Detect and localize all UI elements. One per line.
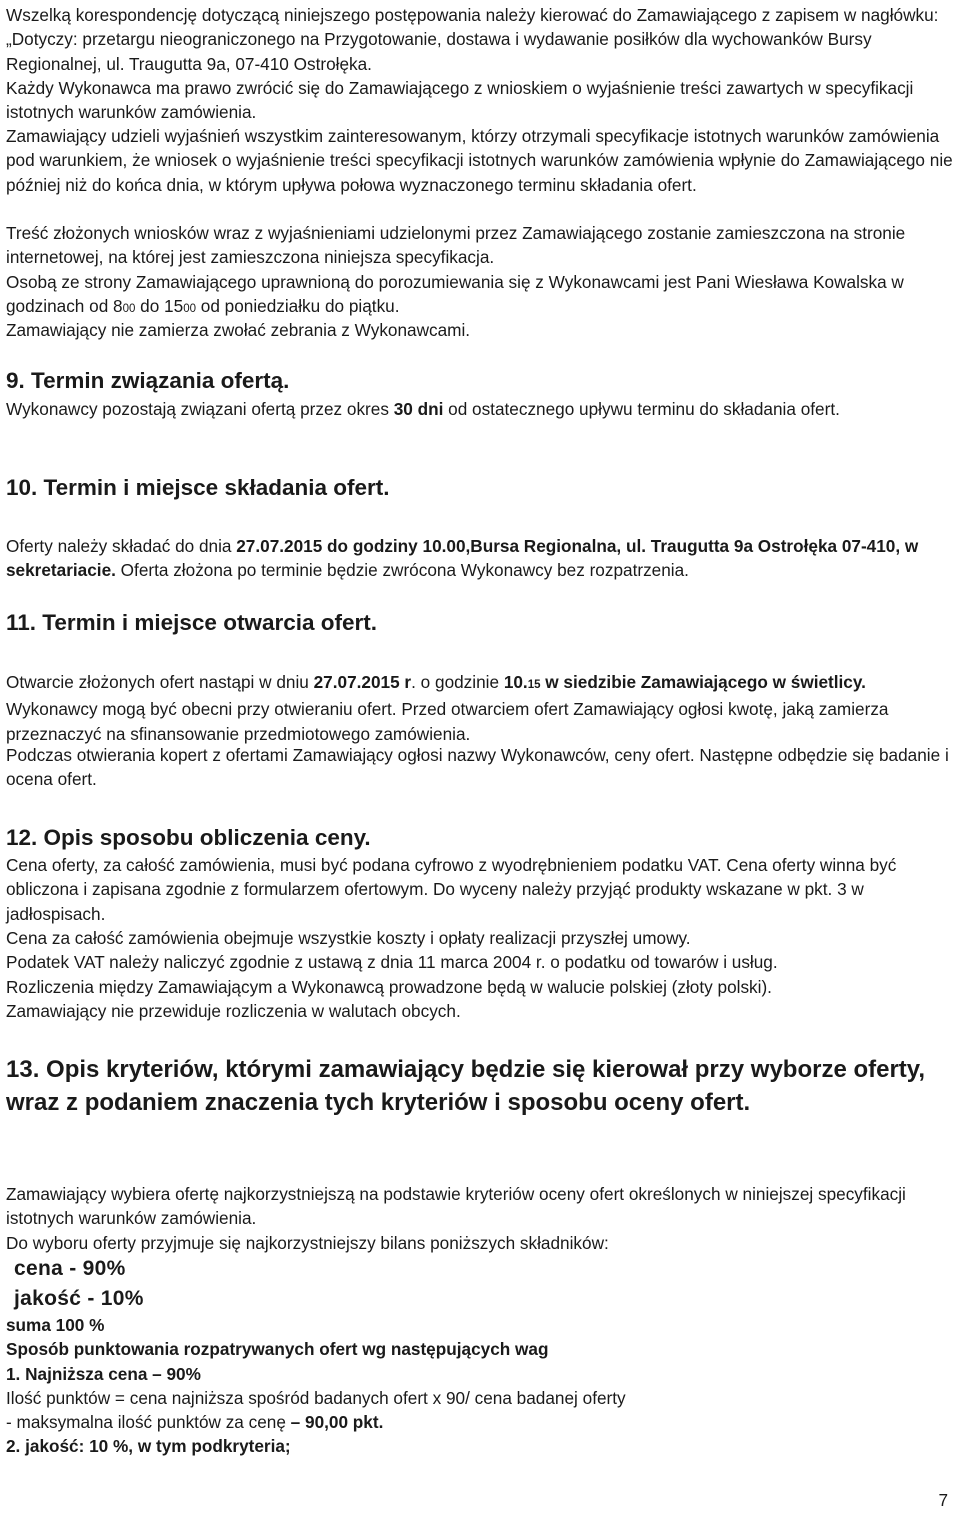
intro-paragraph-3: Zamawiający udzieli wyjaśnień wszystkim zainteresowanym, którzy otrzymali specyfikacje istotnych warunków zamówienia pod warunkiem, że wniosek o wyjaśnienie treści specyfikacji istotnych warunków zamówienia wpłynie do Zamawiającego nie później niż do końca dnia, w którym upływa połowa wyznaczonego terminu składania ofert. xyxy=(6,126,953,195)
section-11-heading: 11. Termin i miejsce otwarcia ofert. xyxy=(6,610,377,635)
scoring-item-1: 1. Najniższa cena – 90% xyxy=(6,1364,201,1384)
section-12-paragraph-3: Podatek VAT należy naliczyć zgodnie z ustawą z dnia 11 marca 2004 r. o podatku od towarów i usług. xyxy=(6,952,778,972)
section-13-paragraph-1: Zamawiający wybiera ofertę najkorzystniejszą na podstawie kryteriów oceny ofert określonych w niniejszej specyfikacji istotnych warunków zamówienia. xyxy=(6,1184,906,1229)
section-13-heading: 13. Opis kryteriów, którymi zamawiający będzie się kierował przy wyborze oferty, wraz z podaniem znaczenia tych kryteriów i sposobu oceny ofert. xyxy=(6,1056,926,1116)
section-10-text: Oferty należy składać do dnia 27.07.2015 do godziny 10.00,Bursa Regionalna, ul. Traugutta 9a Ostrołęka 07-410, w sekretariacie. Oferta złożona po terminie będzie zwrócona Wykonawcy bez rozpatrzenia. xyxy=(6,536,919,581)
criterion-price: cena - 90% xyxy=(14,1257,126,1280)
section-12-heading: 12. Opis sposobu obliczenia ceny. xyxy=(6,825,371,850)
intro-paragraph-1: Wszelką korespondencję dotyczącą niniejszego postępowania należy kierować do Zamawiającego z zapisem w nagłówku: „Dotyczy: przetargu nieograniczonego na Przygotowanie, dostawa i wydawanie posiłków dla wychowanków Bursy Regionalnej, ul. Traugutta 9a, 07-410 Ostrołęka. xyxy=(6,5,939,74)
section-12-paragraph-1: Cena oferty, za całość zamówienia, musi być podana cyfrowo z wyodrębnieniem podatku VAT. Cena oferty winna być obliczona i zapisana zgodnie z formularzem ofertowym. Do wyceny należy przyjąć produkty wskazane w pkt. 3 w jadłospisach. xyxy=(6,855,897,924)
section-13-paragraph-2: Do wyboru oferty przyjmuje się najkorzystniejszy bilans poniższych składników: xyxy=(6,1233,609,1253)
section-9-heading: 9. Termin związania ofertą. xyxy=(6,368,290,393)
scoring-method: Sposób punktowania rozpatrywanych ofert wg następujących wag xyxy=(6,1339,549,1359)
intro-paragraph-6: Zamawiający nie zamierza zwołać zebrania z Wykonawcami. xyxy=(6,320,471,340)
scoring-max-points: - maksymalna ilość punktów za cenę – 90,00 pkt. xyxy=(6,1412,384,1432)
section-11-paragraph-2: Podczas otwierania kopert z ofertami Zamawiający ogłosi nazwy Wykonawców, ceny ofert. Następne odbędzie się badanie i ocena ofert. xyxy=(6,745,949,790)
intro-paragraph-2: Każdy Wykonawca ma prawo zwrócić się do Zamawiającego z wnioskiem o wyjaśnienie treści zawartych w specyfikacji istotnych warunków zamówienia. xyxy=(6,78,914,123)
scoring-item-2: 2. jakość: 10 %, w tym podkryteria; xyxy=(6,1436,291,1456)
criteria-sum: suma 100 % xyxy=(6,1315,105,1335)
intro-paragraph-4: Treść złożonych wniosków wraz z wyjaśnieniami udzielonymi przez Zamawiającego zostanie zamieszczona na stronie internetowej, na której jest zamieszczona niniejsza specyfikacja. xyxy=(6,223,906,268)
section-10-heading: 10. Termin i miejsce składania ofert. xyxy=(6,475,390,500)
intro-paragraph-5: Osobą ze strony Zamawiającego uprawnioną do porozumiewania się z Wykonawcami jest Pani Wiesława Kowalska w godzinach od 800 do 1500 od poniedziałku do piątku. xyxy=(6,272,904,317)
section-9-text: Wykonawcy pozostają związani ofertą przez okres 30 dni od ostatecznego upływu terminu do składania ofert. xyxy=(6,399,840,419)
scoring-formula: Ilość punktów = cena najniższa spośród badanych ofert x 90/ cena badanej oferty xyxy=(6,1388,626,1408)
section-11-text: Otwarcie złożonych ofert nastąpi w dniu 27.07.2015 r. o godzinie 10.15 w siedzibie Zamawiającego w świetlicy. Wykonawcy mogą być obecni przy otwieraniu ofert. Przed otwarciem ofert Zamawiający ogłosi kwotę, jaką zamierza przeznaczyć na sfinansowanie przedmiotowego zamówienia. xyxy=(6,672,889,744)
criterion-quality: jakość - 10% xyxy=(14,1287,144,1310)
section-12-paragraph-2: Cena za całość zamówienia obejmuje wszystkie koszty i opłaty realizacji przyszłej umowy. xyxy=(6,928,691,948)
section-12-paragraph-5: Zamawiający nie przewiduje rozliczenia w walutach obcych. xyxy=(6,1001,461,1021)
page-number: 7 xyxy=(938,1490,948,1510)
section-12-paragraph-4: Rozliczenia między Zamawiającym a Wykonawcą prowadzone będą w walucie polskiej (złoty polski). xyxy=(6,977,772,997)
